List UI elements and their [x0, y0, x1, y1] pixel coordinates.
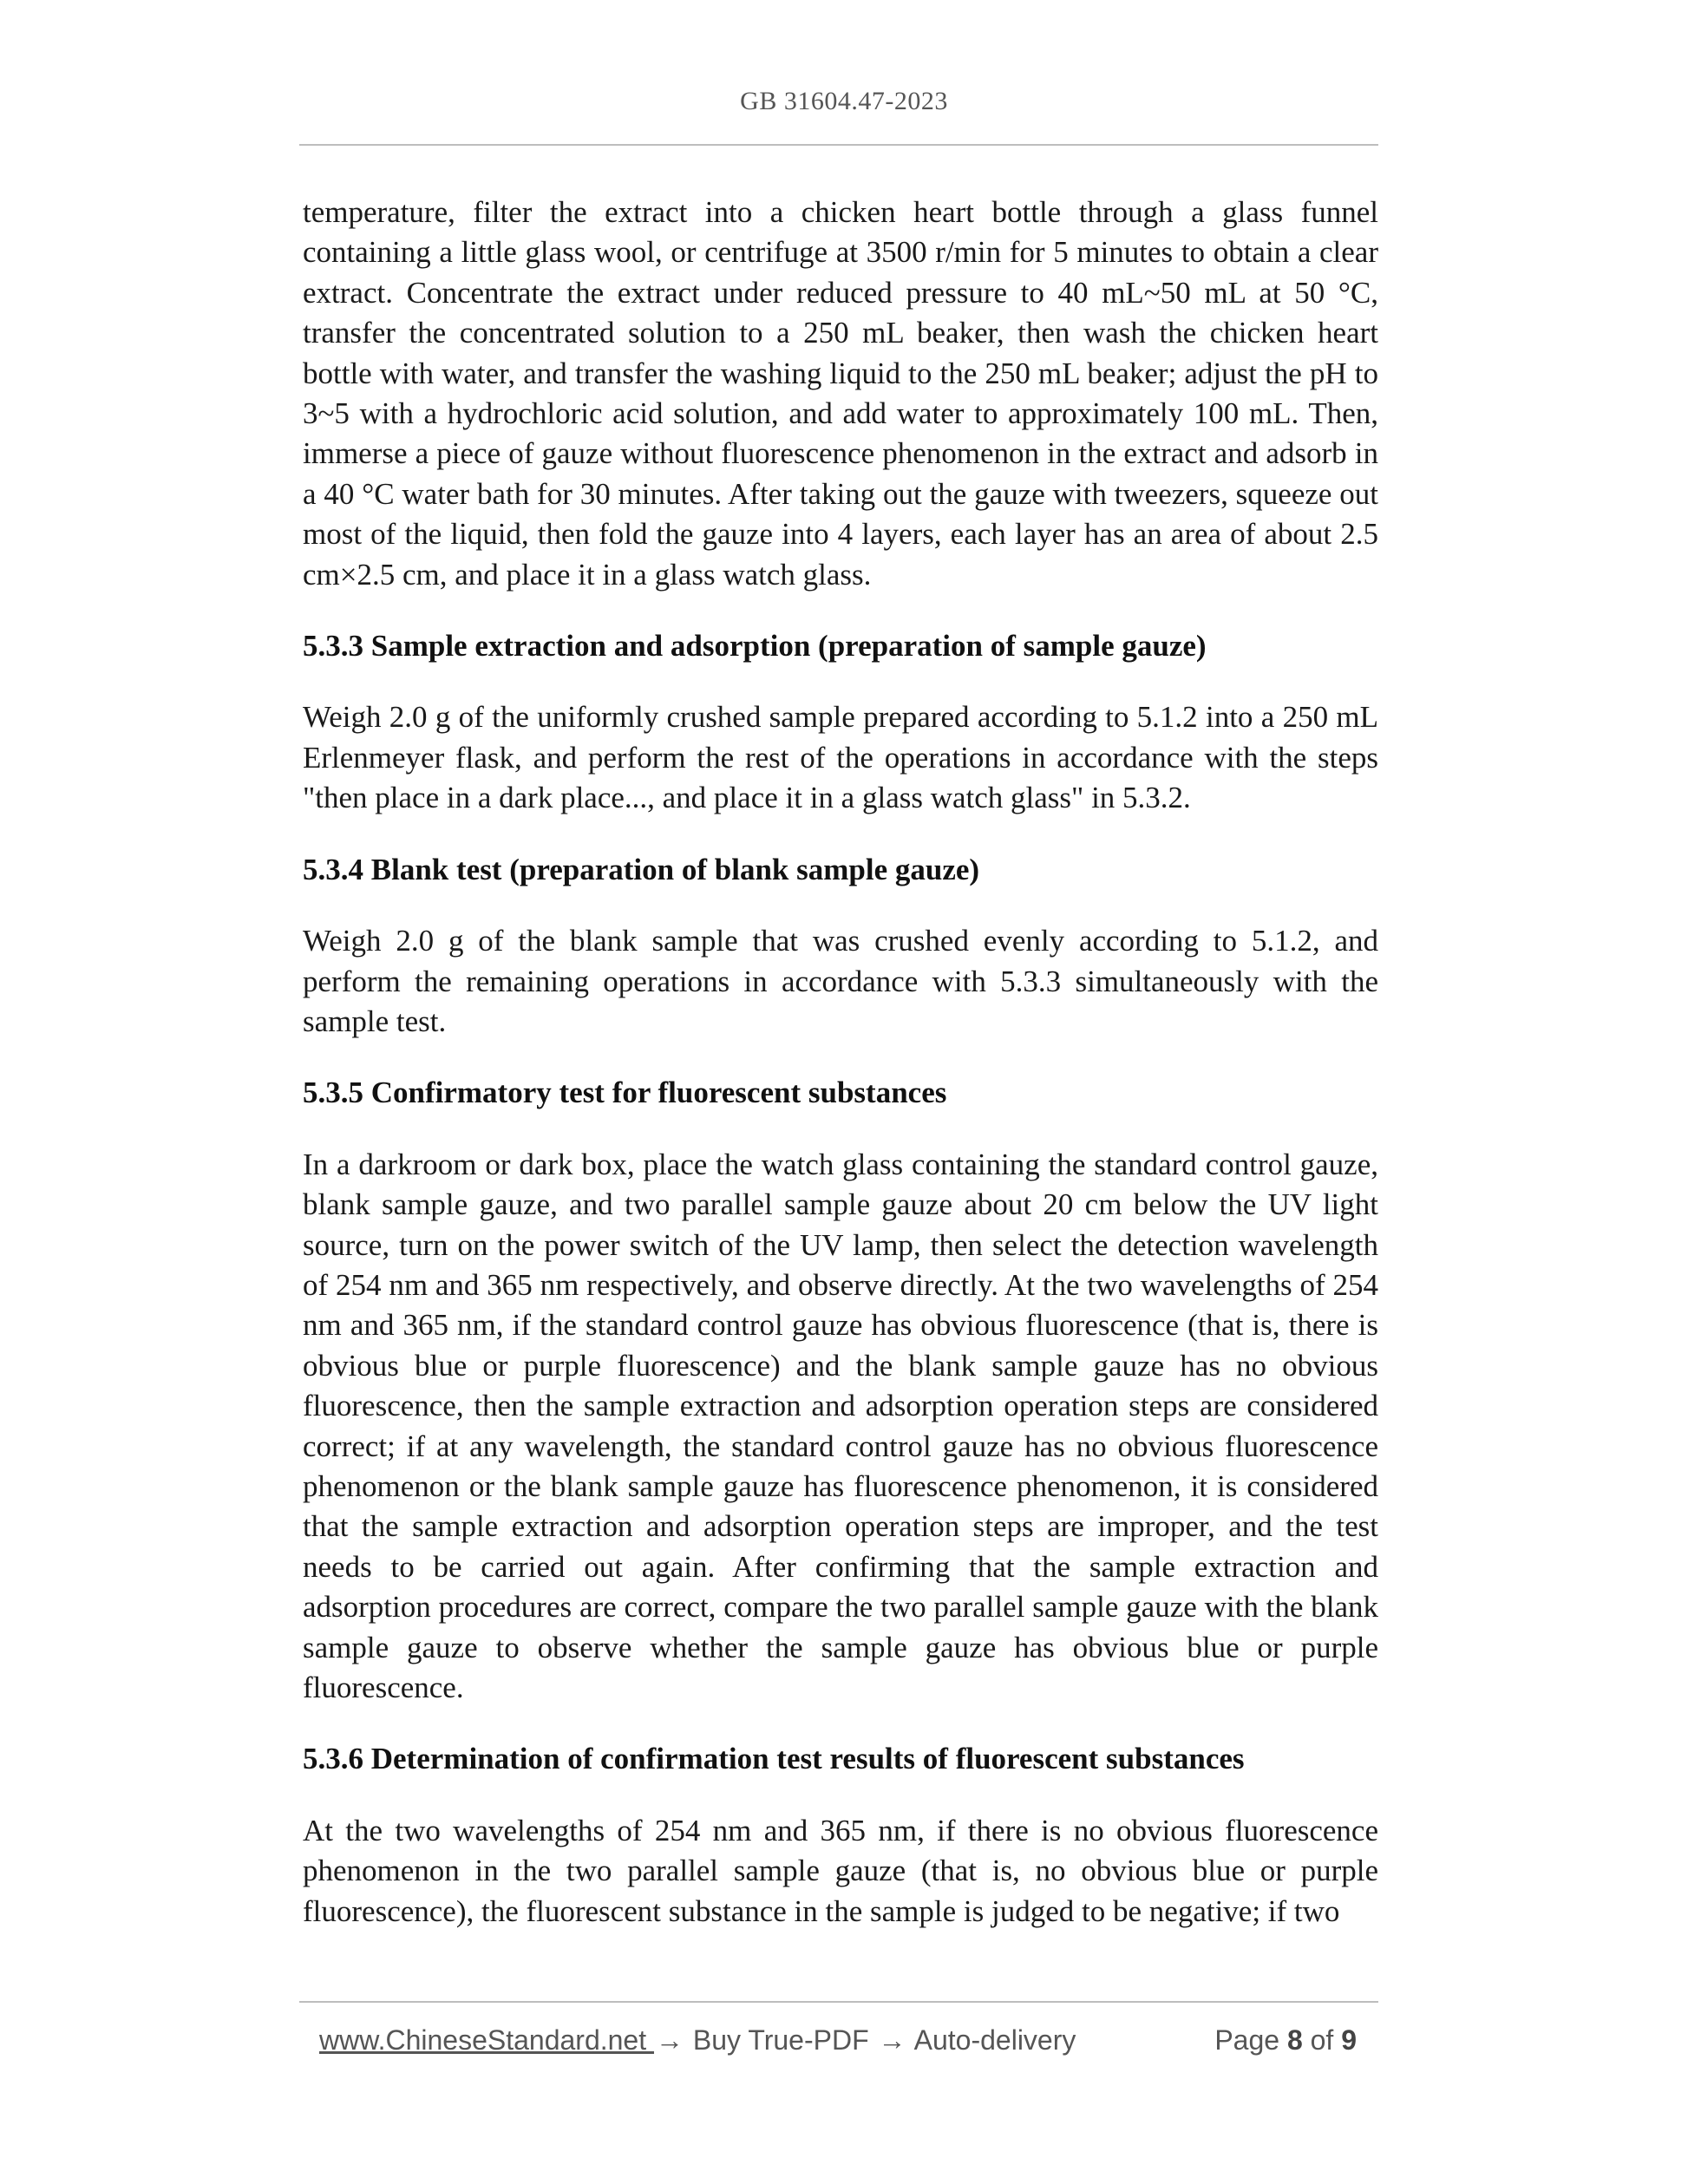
- page-of-label: of: [1302, 2024, 1342, 2056]
- header-divider: [299, 144, 1378, 146]
- paragraph-confirmatory-test: In a darkroom or dark box, place the watch glass containing the standard control gauze, blank sample gauze, and two parallel sample gauze about 20 cm below the UV light source, turn on the power switch of the UV lamp, then select the detection wavelength of 254 nm and 365 nm respectively, and observe directly. At the two wavelengths of 254 nm and 365 nm, if the standard control gauze has obvious fluorescence (that is, there is obvious blue or purple fluorescence) and the blank sample gauze has no obvious fluorescence, then the sample extraction and adsorption operation steps are considered correct; if at any wavelength, the standard control gauze has no obvious fluorescence phenomenon or the blank sample gauze has fluorescence phenomenon, it is considered that the sample extraction and adsorption operation steps are improper, and the test needs to be carried out again. After confirming that the sample extraction and adsorption procedures are correct, compare the two parallel sample gauze with the blank sample gauze to observe whether the sample gauze has obvious blue or purple fluorescence.: [303, 1147, 1378, 1704]
- document-id: GB 31604.47-2023: [740, 87, 948, 115]
- section-heading-5-3-5: 5.3.5 Confirmatory test for fluorescent substances: [303, 1076, 947, 1110]
- section-heading-5-3-4: 5.3.4 Blank test (preparation of blank sample gauze): [303, 852, 980, 886]
- page-current: 8: [1286, 2024, 1303, 2056]
- auto-delivery-text: Auto-delivery: [907, 2024, 1076, 2056]
- section-heading-5-3-3: 5.3.3 Sample extraction and adsorption (preparation of sample gauze): [303, 629, 1207, 664]
- paragraph-sample-extraction: Weigh 2.0 g of the uniformly crushed sample prepared according to 5.1.2 into a 250 mL Erlenmeyer flask, and perform the rest of the operations in accordance with the steps "then place in a dark place..., and place it in a glass watch glass" in 5.3.2.: [303, 700, 1378, 815]
- page-total: 9: [1341, 2024, 1357, 2056]
- site-link[interactable]: www.ChineseStandard.net: [319, 2024, 654, 2056]
- buy-true-pdf-text: Buy True-PDF: [685, 2024, 877, 2056]
- page-header: [0, 87, 1688, 116]
- page-label: Page: [1214, 2024, 1287, 2056]
- footer-promo: [319, 2024, 1076, 2056]
- arrow-right-icon: →: [878, 2024, 906, 2056]
- paragraph-extract-procedure: temperature, filter the extract into a chicken heart bottle through a glass funnel containing a little glass wool, or centrifuge at 3500 r/min for 5 minutes to obtain a clear extract. Concentrate the extract under reduced pressure to 40 mL~50 mL at 50 °C, transfer the concentrated solution to a 250 mL beaker, then wash the chicken heart bottle with water, and transfer the washing liquid to the 250 mL beaker; adjust the pH to 3~5 with a hydrochloric acid solution, and add water to approximately 100 mL. Then, immerse a piece of gauze without fluorescence phenomenon in the extract and adsorb in a 40 °C water bath for 30 minutes. After taking out the gauze with tweezers, squeeze out most of the liquid, then fold the gauze into 4 layers, each layer has an area of about 2.5 cm×2.5 cm, and place it in a glass watch glass.: [303, 195, 1378, 592]
- paragraph-result-determination: At the two wavelengths of 254 nm and 365 nm, if there is no obvious fluorescence phenomenon in the two parallel sample gauze (that is, no obvious blue or purple fluorescence), the fluorescent substance in the sample is judged to be negative; if two: [303, 1813, 1378, 1928]
- document-body: [303, 193, 1378, 1932]
- page-number: [1214, 2024, 1357, 2056]
- footer-divider: [299, 2001, 1378, 2003]
- section-heading-5-3-6: 5.3.6 Determination of confirmation test results of fluorescent substances: [303, 1742, 1245, 1776]
- page-footer: [319, 2024, 1369, 2063]
- paragraph-blank-test: Weigh 2.0 g of the blank sample that was crushed evenly according to 5.1.2, and perform the remaining operations in accordance with 5.3.3 simultaneously with the sample test.: [303, 924, 1378, 1038]
- arrow-right-icon: →: [656, 2024, 684, 2056]
